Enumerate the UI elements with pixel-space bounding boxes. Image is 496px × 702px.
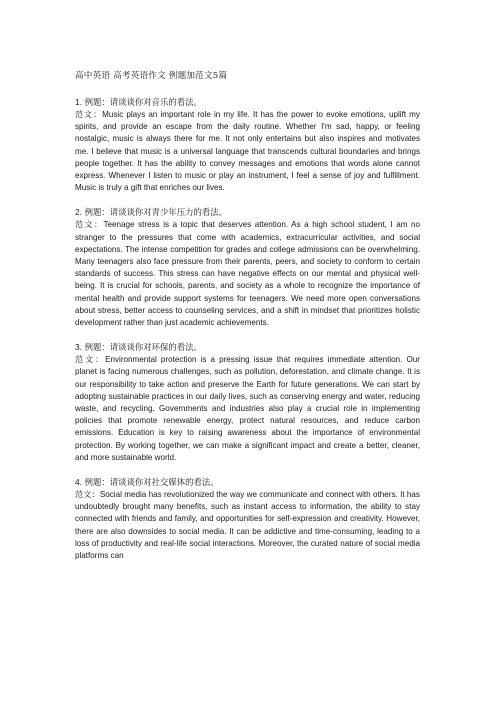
essay-answer xyxy=(75,488,420,562)
essay-answer-label: 范文： xyxy=(75,489,100,500)
essay-prompt xyxy=(75,96,420,108)
essay-1 xyxy=(75,96,420,194)
essay-3 xyxy=(75,341,420,464)
essay-answer xyxy=(75,108,420,194)
essay-prompt-text: 例题：请谈谈你对音乐的看法。 xyxy=(84,97,202,107)
essay-2 xyxy=(75,206,420,329)
document-title: 高中英语 高考英语作文 例题加范文5篇 xyxy=(75,71,228,81)
essay-answer-label: 范文： xyxy=(75,219,104,230)
essay-answer-label: 范文： xyxy=(75,109,103,119)
essay-answer-text: Environmental protection is a pressing issue that requires immediate attention. Our planet is facing numerous challenges, such as pollution, deforestation, and climate change. It is our responsibility to take action and preserve the Earth for future generations. We can start by adopting sustainable practices in our daily lives, such as conserving energy and water, reducing waste, and recycling. Governments and industries also play a crucial role in implementing policies that promote renewable energy, protect natural resources, and reduce carbon emissions. Education is key to raising awareness about the importance of environmental protection. By working together, we can make a significant impact and create a better, cleaner, and more sustainable world. xyxy=(75,355,420,462)
essay-answer xyxy=(75,353,420,464)
essay-answer-label: 范文： xyxy=(75,354,106,365)
essay-answer-text: Music plays an important role in my life. It has the power to evoke emotions, uplift my spirits, and provide an escape from the daily routine. Whether I'm sad, happy, or feeling nostalgic, music is always there for me. It not only entertains but also inspires and motivates me. I believe that music is a universal language that transcends cultural boundaries and brings people together. It has the ability to convey messages and emotions that words alone cannot express. Whenever I listen to music or play an instrument, I feel a sense of joy and fulfillment. Music is truly a gift that enriches our lives. xyxy=(75,110,420,193)
essay-answer xyxy=(75,218,420,329)
essay-number: 3. xyxy=(75,342,82,353)
essay-prompt xyxy=(75,206,420,218)
document-page xyxy=(75,70,420,574)
essay-answer-text: Teenage stress is a topic that deserves attention. As a high school student, I am no stranger to the pressures that come with academics, extracurricular activities, and social expectations. The intense competition for grades and college admissions can be overwhelming. Many teenagers also face pressure from their parents, peers, and society to conform to certain standards of success. This stress can have negative effects on our mental and physical well-being. It is crucial for schools, parents, and society as a whole to recognize the importance of mental health and provide support systems for teenagers. We need more open conversations about stress, better access to counseling services, and a shift in mindset that prioritizes holistic development rather than just academic achievements. xyxy=(75,220,420,328)
essay-prompt-text: 例题：请谈谈你对环保的看法。 xyxy=(84,342,202,353)
essay-prompt xyxy=(75,476,420,488)
essay-number: 2. xyxy=(75,207,82,218)
essay-prompt-text: 例题：请谈谈你对青少年压力的看法。 xyxy=(84,207,228,218)
essay-number: 1. xyxy=(75,97,82,107)
essay-prompt xyxy=(75,341,420,353)
essay-answer-text: Social media has revolutionized the way we communicate and connect with others. It has undoubtedly brought many benefits, such as instant access to information, the ability to stay connected with friends and family, and opportunities for self-expression and creativity. However, there are also downsides to social media. It can be addictive and time-consuming, leading to a loss of productivity and real-life social interactions. Moreover, the curated nature of social media platforms can xyxy=(75,490,420,561)
essay-number: 4. xyxy=(75,477,82,488)
essay-4 xyxy=(75,476,420,562)
essay-prompt-text: 例题：请谈谈你对社交媒体的看法。 xyxy=(84,477,219,488)
